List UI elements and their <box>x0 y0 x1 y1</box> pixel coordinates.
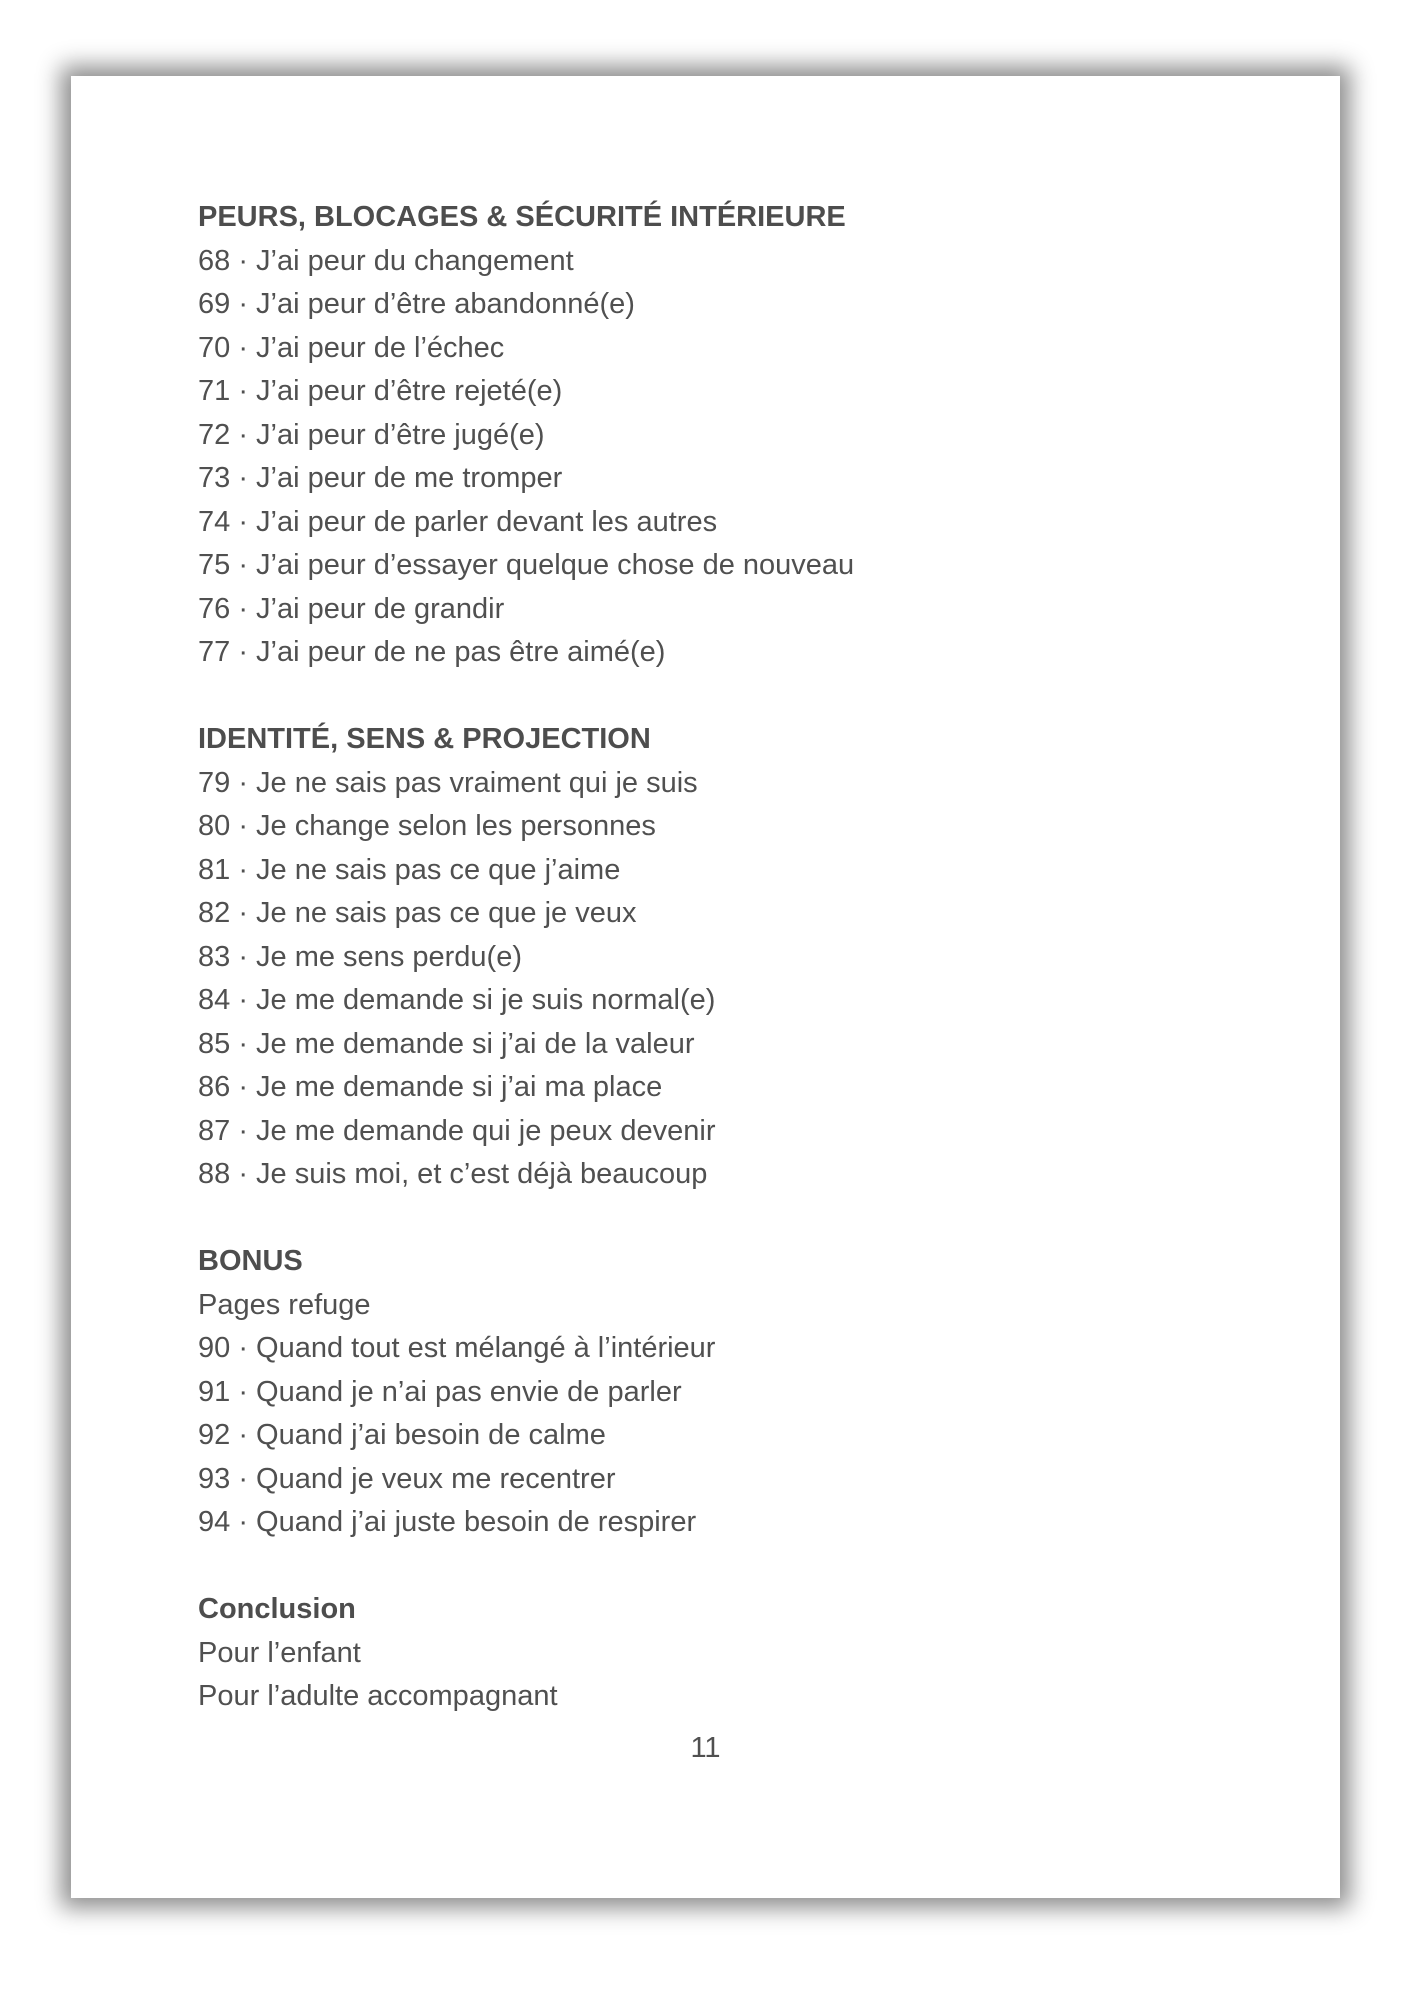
toc-entry: 68 · J’ai peur du changement <box>198 244 574 277</box>
toc-list <box>198 1632 1238 1719</box>
toc-section-identity <box>198 718 1238 1197</box>
toc-entry: Pour l’adulte accompagnant <box>198 1680 558 1712</box>
toc-entry: 94 · Quand j’ai juste besoin de respirer <box>198 1506 697 1538</box>
table-of-contents <box>198 196 1238 1719</box>
toc-section-conclusion <box>198 1588 1238 1719</box>
toc-entry: Pour l’enfant <box>198 1636 361 1669</box>
toc-entry: 84 · Je me demande si je suis normal(e) <box>198 984 716 1016</box>
toc-entry: 82 · Je ne sais pas ce que je veux <box>198 897 637 929</box>
toc-list <box>198 1284 1238 1545</box>
toc-entry: 73 · J’ai peur de me tromper <box>198 462 563 494</box>
toc-entry: 74 · J’ai peur de parler devant les autres <box>198 505 718 538</box>
toc-entry: 80 · Je change selon les personnes <box>198 810 656 842</box>
section-heading: Conclusion <box>198 1593 356 1625</box>
toc-entry: 88 · Je suis moi, et c’est déjà beaucoup <box>198 1158 708 1190</box>
toc-section-bonus <box>198 1240 1238 1545</box>
toc-entry: 85 · Je me demande si j’ai de la valeur <box>198 1027 695 1060</box>
page-number: 11 <box>690 1732 721 1764</box>
toc-entry: 72 · J’ai peur d’être jugé(e) <box>198 418 545 451</box>
toc-entry: 90 · Quand tout est mélangé à l’intérieur <box>198 1332 716 1364</box>
toc-section-fears <box>198 196 1238 675</box>
toc-list <box>198 240 1238 675</box>
toc-entry: 70 · J’ai peur de l’échec <box>198 331 505 364</box>
toc-entry: 86 · Je me demande si j’ai ma place <box>198 1071 663 1103</box>
document-page <box>71 76 1340 1898</box>
toc-entry: 76 · J’ai peur de grandir <box>198 592 505 625</box>
toc-list <box>198 762 1238 1197</box>
section-heading: PEURS, BLOCAGES & SÉCURITÉ INTÉRIEURE <box>198 201 846 233</box>
toc-entry: 69 · J’ai peur d’être abandonné(e) <box>198 288 635 320</box>
toc-entry: 91 · Quand je n’ai pas envie de parler <box>198 1375 682 1408</box>
toc-entry: 75 · J’ai peur d’essayer quelque chose de nouveau <box>198 549 855 581</box>
section-heading: IDENTITÉ, SENS & PROJECTION <box>198 723 651 755</box>
toc-entry: Pages refuge <box>198 1288 371 1321</box>
toc-entry: 77 · J’ai peur de ne pas être aimé(e) <box>198 636 666 668</box>
toc-entry: 87 · Je me demande qui je peux devenir <box>198 1114 716 1147</box>
toc-entry: 93 · Quand je veux me recentrer <box>198 1462 616 1495</box>
section-heading: BONUS <box>198 1245 303 1277</box>
toc-entry: 83 · Je me sens perdu(e) <box>198 940 522 973</box>
toc-entry: 79 · Je ne sais pas vraiment qui je suis <box>198 766 698 799</box>
toc-entry: 92 · Quand j’ai besoin de calme <box>198 1419 606 1451</box>
toc-entry: 71 · J’ai peur d’être rejeté(e) <box>198 375 563 407</box>
toc-entry: 81 · Je ne sais pas ce que j’aime <box>198 853 621 886</box>
